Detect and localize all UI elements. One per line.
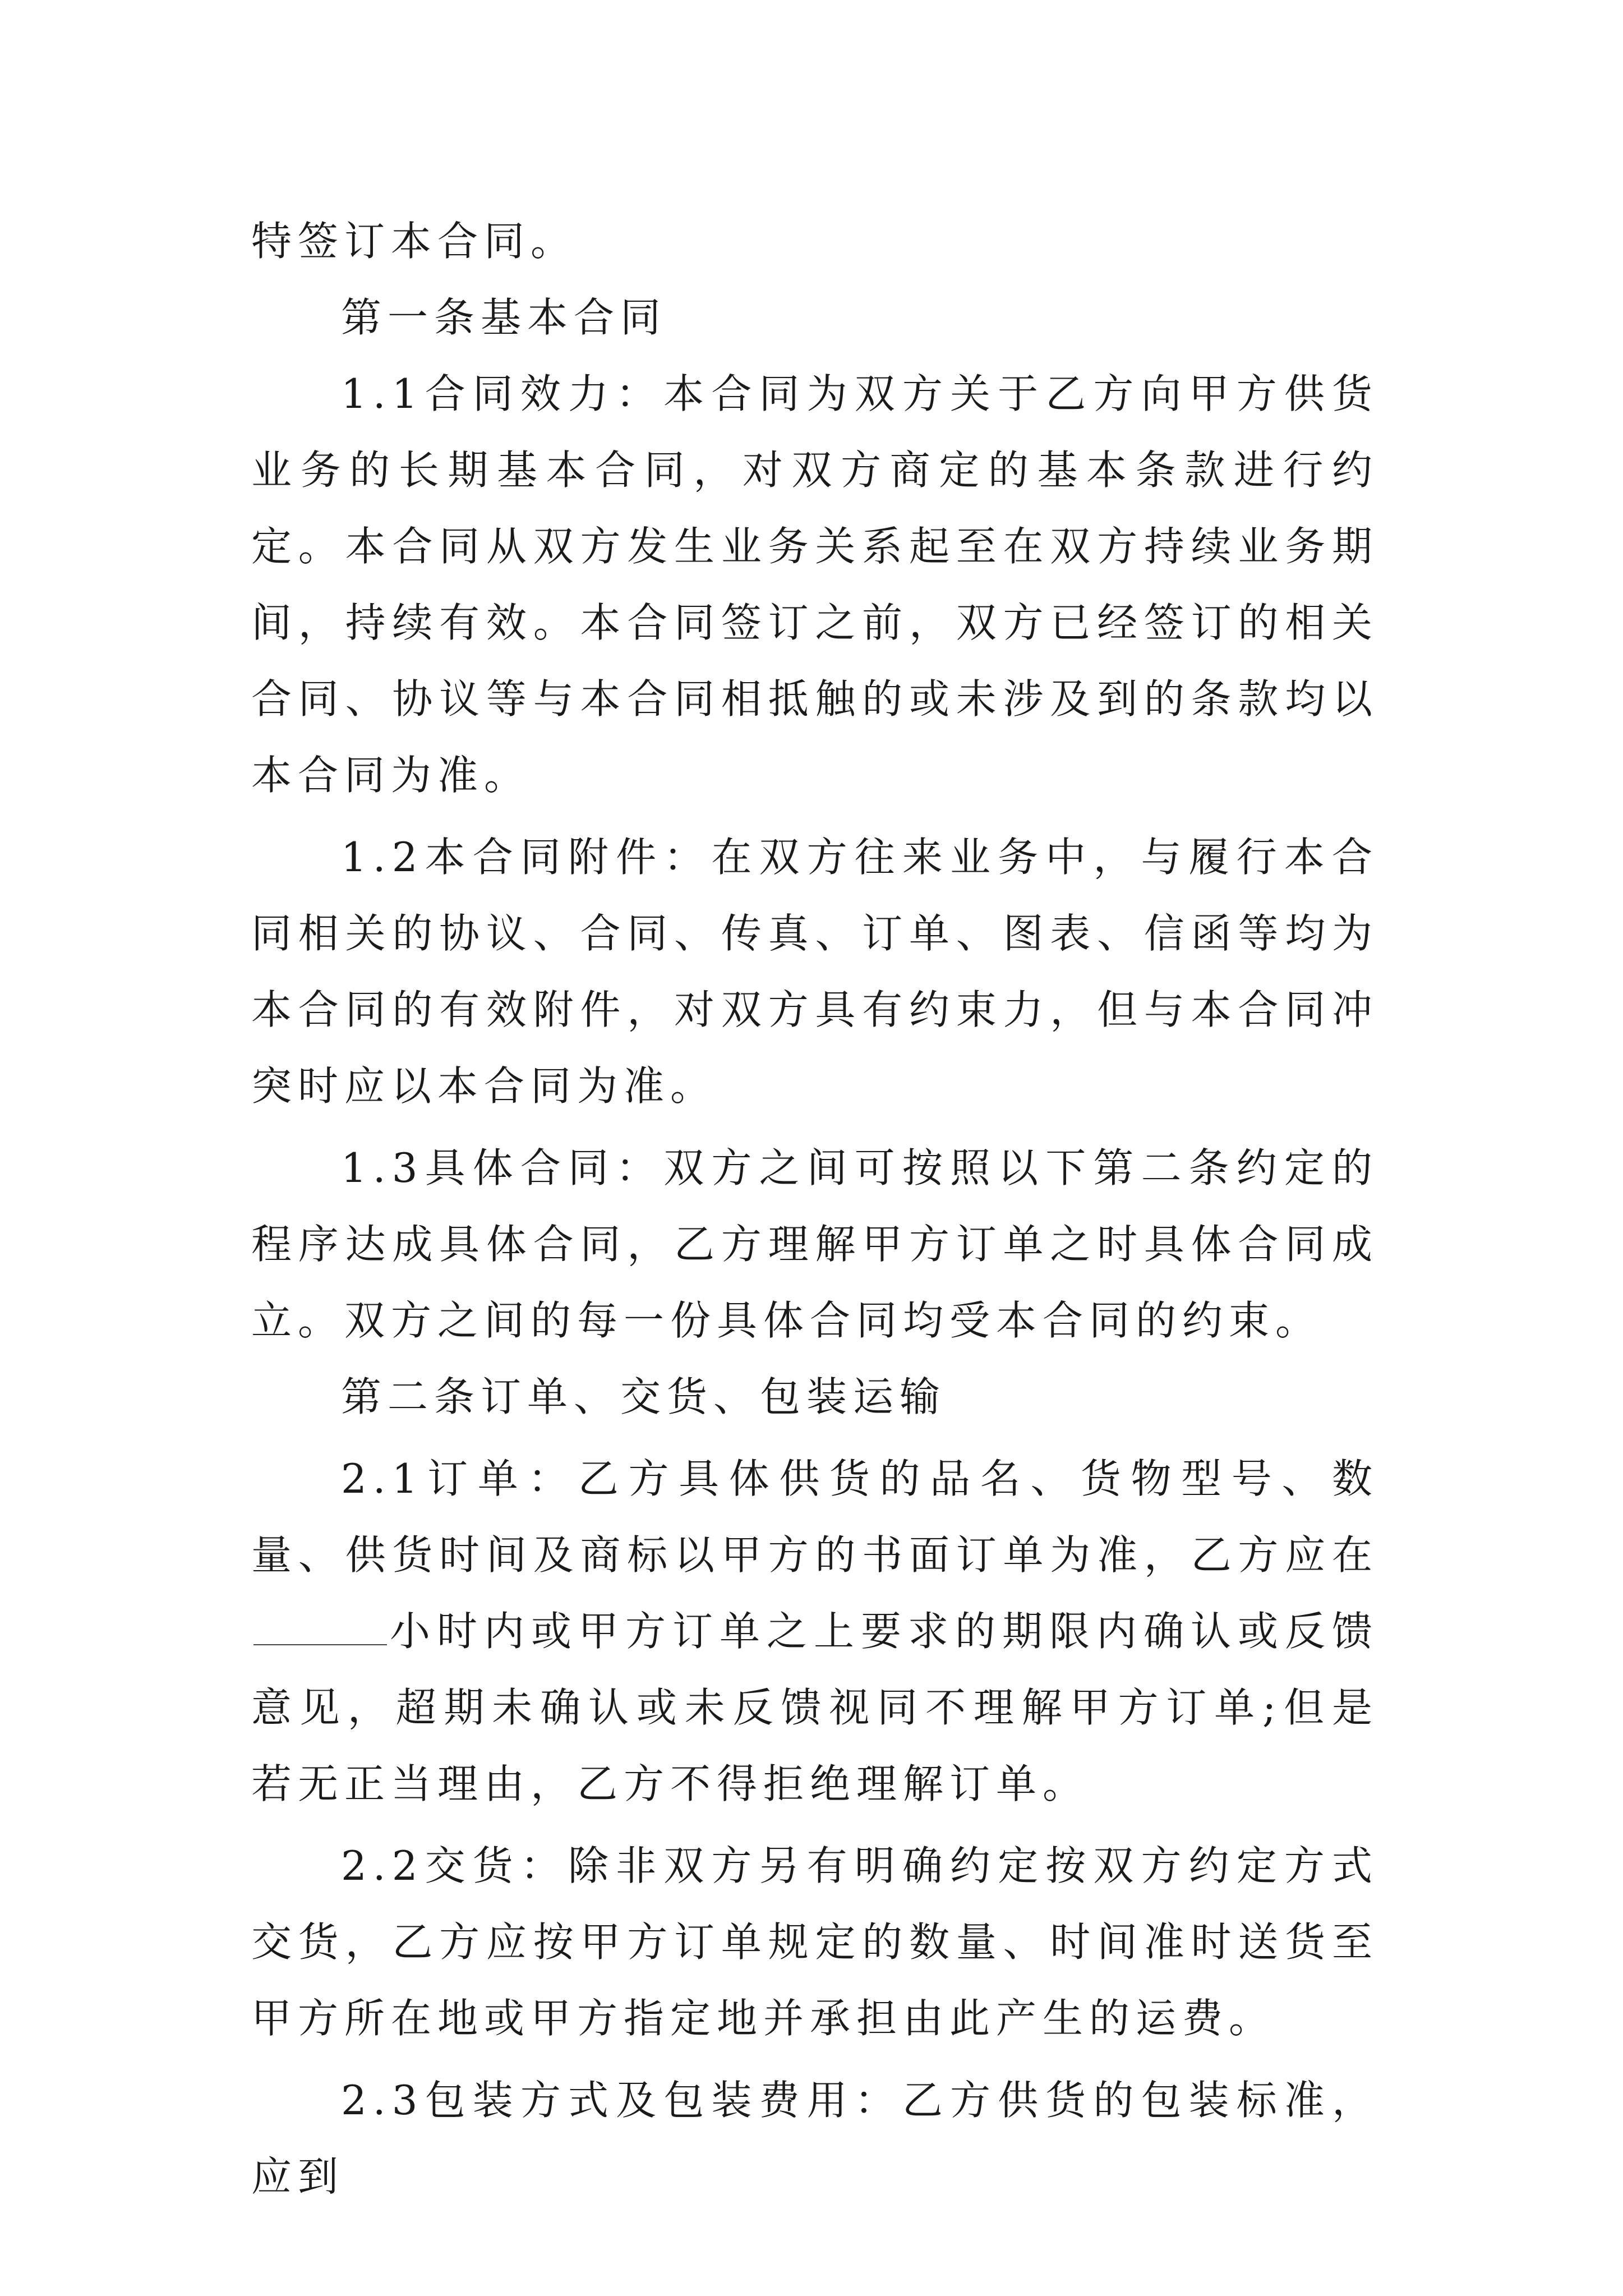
clause-2-2-paragraph: 2.2交货：除非双方另有明确约定按双方约定方式交货，乙方应按甲方订单规定的数量、时间准时送货至甲方所在地或甲方指定地并承担由此产生的运费。 xyxy=(251,1842,1378,2042)
clause-1-2-paragraph: 1.2本合同附件：在双方往来业务中，与履行本合同相关的协议、合同、传真、订单、图表、信函等均为本合同的有效附件，对双方具有约束力，但与本合同冲突时应以本合同为准。 xyxy=(251,834,1378,1110)
clause-2-1-text-before: 2.1订单：乙方具体供货的品名、货物型号、数量、供货时间及商标以甲方的书面订单为准，乙方应在 xyxy=(251,1455,1378,1579)
intro-tail-paragraph: 特签订本合同。 xyxy=(251,218,578,265)
document-body xyxy=(251,203,1378,2215)
clause-1-1-paragraph: 1.1合同效力：本合同为双方关于乙方向甲方供货业务的长期基本合同，对双方商定的基本条款进行约定。本合同从双方发生业务关系起至在双方持续业务期间，持续有效。本合同签订之前，双方已经签订的相关合同、协议等与本合同相抵触的或未涉及到的条款均以本合同为准。 xyxy=(251,370,1378,799)
article-2-heading: 第二条订单、交货、包装运输 xyxy=(341,1373,947,1420)
fill-in-blank-hours xyxy=(253,1611,387,1645)
clause-1-3-paragraph: 1.3具体合同：双方之间可按照以下第二条约定的程序达成具体合同，乙方理解甲方订单之时具体合同成立。双方之间的每一份具体合同均受本合同的约束。 xyxy=(251,1144,1378,1344)
clause-2-1-text-after: 小时内或甲方订单之上要求的期限内确认或反馈意见，超期未确认或未反馈视同不理解甲方订单;但是若无正当理由，乙方不得拒绝理解订单。 xyxy=(251,1608,1378,1807)
clause-2-3-paragraph: 2.3包装方式及包装费用：乙方供货的包装标准，应到 xyxy=(251,2077,1378,2200)
clause-2-1-paragraph xyxy=(251,1441,1378,1822)
article-1-heading: 第一条基本合同 xyxy=(341,294,667,341)
